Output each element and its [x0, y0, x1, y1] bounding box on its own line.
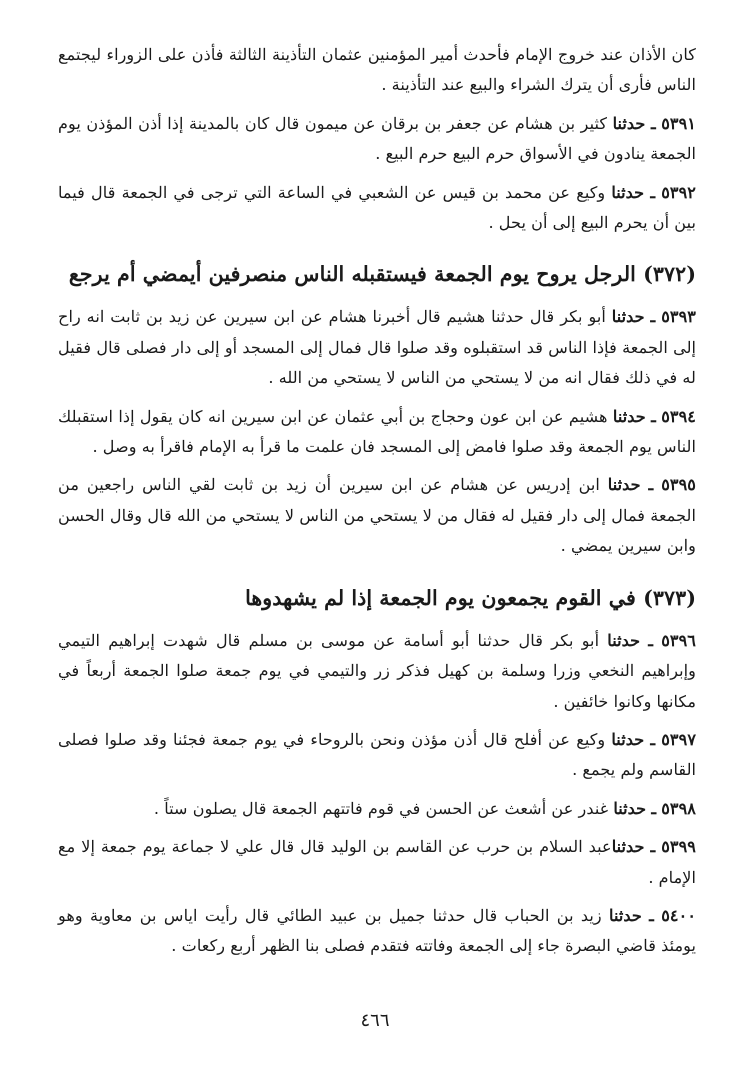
hadith-number: ٥٣٩٢ [661, 182, 696, 202]
hadith-number: ٥٣٩١ [661, 113, 696, 133]
hadith-opening: حدثنا [612, 113, 646, 133]
page-number: ٤٦٦ [360, 1010, 390, 1031]
hadith-text: زيد بن الحباب قال حدثنا جميل بن عبيد الطائي قال رأيت اياس بن معاوية وهو يومئذ قاضي البصرة جاء إلى الجمعة وفاتته فتقدم فصلى بنا الظهر أربع ركعات . [58, 905, 696, 956]
hadith-number: ٥٣٩٣ [661, 307, 696, 327]
hadith-5393: ٥٣٩٣ ـ حدثنا أبو بكر قال حدثنا هشيم قال أخبرنا هشام عن ابن سيرين عن زيد بن ثابت انه راح إلى الجمعة فإذا الناس قد استقبلوه وقد صلوا قال فمال إلى المسجد أو إلى دار فصلى قال فقيل له في ذلك فقال انه من لا يستحي من الناس لا يستحي من الله . [58, 307, 696, 388]
hadith-5394: ٥٣٩٤ ـ حدثنا هشيم عن ابن عون وحجاج بن أبي عثمان عن ابن سيرين انه كان يقول إذا استقبلك الناس يوم الجمعة وقد صلوا فامض إلى المسجد فان علمت ما قرأ به الإمام فاقرأ به وصل . [58, 406, 696, 457]
hadith-text: كثير بن هشام عن جعفر بن برقان عن ميمون قال كان بالمدينة إذا أذن المؤذن يوم الجمعة ينادون في الأسواق حرم البيع حرم البيع . [58, 113, 696, 164]
hadith-opening: حدثنا [611, 182, 645, 202]
hadith-5392: ٥٣٩٢ ـ حدثنا وكيع عن محمد بن قيس عن الشعبي في الساعة التي ترجى في الجمعة قال فيما بين أن يحرم البيع إلى أن يحل . [58, 182, 696, 233]
chapter-heading-372: (٣٧٢) الرجل يروح يوم الجمعة فيستقبله الناس منصرفين أيمضي أم يرجع [68, 262, 696, 287]
hadith-opening: حدثنا [607, 475, 641, 495]
hadith-number: ٥٤٠٠ [661, 905, 697, 925]
hadith-opening: حدثنا [609, 905, 642, 925]
hadith-text: هشيم عن ابن عون وحجاج بن أبي عثمان عن ابن سيرين انه كان يقول إذا استقبلك الناس يوم الجمعة وقد صلوا فامض إلى المسجد فان علمت ما قرأ به الإمام فاقرأ به وصل . [58, 406, 696, 457]
hadith-opening: حدثنا [613, 798, 647, 818]
hadith-5399: ٥٣٩٩ ـ حدثناعبد السلام بن حرب عن القاسم بن الوليد قال قال علي لا جماعة يوم جمعة إلا مع الإمام . [58, 837, 696, 887]
hadith-text: عبد السلام بن حرب عن القاسم بن الوليد قال قال علي لا جماعة يوم جمعة إلا مع الإمام . [58, 837, 696, 887]
hadith-number: ٥٣٩٩ [661, 837, 696, 857]
hadith-number: ٥٣٩٦ [661, 630, 696, 650]
hadith-5398: ٥٣٩٨ ـ حدثنا غندر عن أشعث عن الحسن في قوم فاتتهم الجمعة قال يصلون ستاً . [153, 798, 696, 818]
hadith-5400: ٥٤٠٠ ـ حدثنا زيد بن الحباب قال حدثنا جميل بن عبيد الطائي قال رأيت اياس بن معاوية وهو يومئذ قاضي البصرة جاء إلى الجمعة وفاتته فتقدم فصلى بنا الظهر أربع ركعات . [58, 905, 697, 956]
hadith-5395: ٥٣٩٥ ـ حدثنا ابن إدريس عن هشام عن ابن سيرين أن زيد بن ثابت لقي الناس راجعين من الجمعة فمال إلى دار فقيل له فقال من لا يستحي من الناس لا يستحي من الله قال وقال الحسن وابن سيرين يمضي . [58, 475, 696, 556]
hadith-opening: حدثنا [611, 837, 645, 857]
hadith-text: غندر عن أشعث عن الحسن في قوم فاتتهم الجمعة قال يصلون ستاً . [153, 798, 609, 818]
hadith-text: أبو بكر قال حدثنا أبو أسامة عن موسى بن مسلم قال شهدت إبراهيم التيمي وإبراهيم النخعي وزرا وسلمة بن كهيل فذكر زر والتيمي في يوم جمعة صلوا الجمعة أربعاً في مكانها وكانوا خائفين . [58, 630, 696, 711]
hadith-text: وكيع عن محمد بن قيس عن الشعبي في الساعة التي ترجى في الجمعة قال فيما بين أن يحرم البيع إلى أن يحل . [58, 182, 696, 233]
chapter-heading-373: (٣٧٣) في القوم يجمعون يوم الجمعة إذا لم يشهدوها [245, 585, 696, 610]
hadith-number: ٥٣٩٧ [661, 729, 697, 749]
hadith-text: وكيع عن أفلح قال أذن مؤذن ونحن بالروحاء في يوم جمعة فجئنا وقد صلوا فصلى القاسم ولم يجمع . [58, 729, 696, 780]
page-content [58, 40, 696, 962]
hadith-number: ٥٣٩٨ [661, 798, 696, 818]
hadith-text: أبو بكر قال حدثنا هشيم قال أخبرنا هشام عن ابن سيرين عن زيد بن ثابت انه راح إلى الجمعة فإذا الناس قد استقبلوه وقد صلوا قال فمال إلى المسجد أو إلى دار فصلى قال فقيل له في ذلك فقال انه من لا يستحي من الناس لا يستحي من الله . [58, 307, 696, 388]
hadith-opening: حدثنا [611, 729, 645, 749]
paragraph-continuation: كان الأذان عند خروج الإمام فأحدث أمير المؤمنين عثمان التأذينة الثالثة فأذن على الزوراء ليجتمع الناس فأرى أن يترك الشراء والبيع عند التأذينة . [58, 45, 696, 95]
hadith-opening: حدثنا [607, 630, 641, 650]
hadith-number: ٥٣٩٥ [661, 475, 696, 495]
hadith-5397: ٥٣٩٧ ـ حدثنا وكيع عن أفلح قال أذن مؤذن ونحن بالروحاء في يوم جمعة فجئنا وقد صلوا فصلى القاسم ولم يجمع . [58, 729, 697, 780]
hadith-number: ٥٣٩٤ [661, 406, 696, 426]
hadith-opening: حدثنا [611, 307, 645, 327]
hadith-text: ابن إدريس عن هشام عن ابن سيرين أن زيد بن ثابت لقي الناس راجعين من الجمعة فمال إلى دار فقيل له فقال من لا يستحي من الناس لا يستحي من الله قال وقال الحسن وابن سيرين يمضي . [58, 475, 696, 556]
hadith-5396: ٥٣٩٦ ـ حدثنا أبو بكر قال حدثنا أبو أسامة عن موسى بن مسلم قال شهدت إبراهيم التيمي وإبراهيم النخعي وزرا وسلمة بن كهيل فذكر زر والتيمي في يوم جمعة صلوا الجمعة أربعاً في مكانها وكانوا خائفين . [58, 630, 696, 711]
hadith-5391: ٥٣٩١ ـ حدثنا كثير بن هشام عن جعفر بن برقان عن ميمون قال كان بالمدينة إذا أذن المؤذن يوم الجمعة ينادون في الأسواق حرم البيع حرم البيع . [58, 113, 696, 164]
hadith-opening: حدثنا [612, 406, 646, 426]
